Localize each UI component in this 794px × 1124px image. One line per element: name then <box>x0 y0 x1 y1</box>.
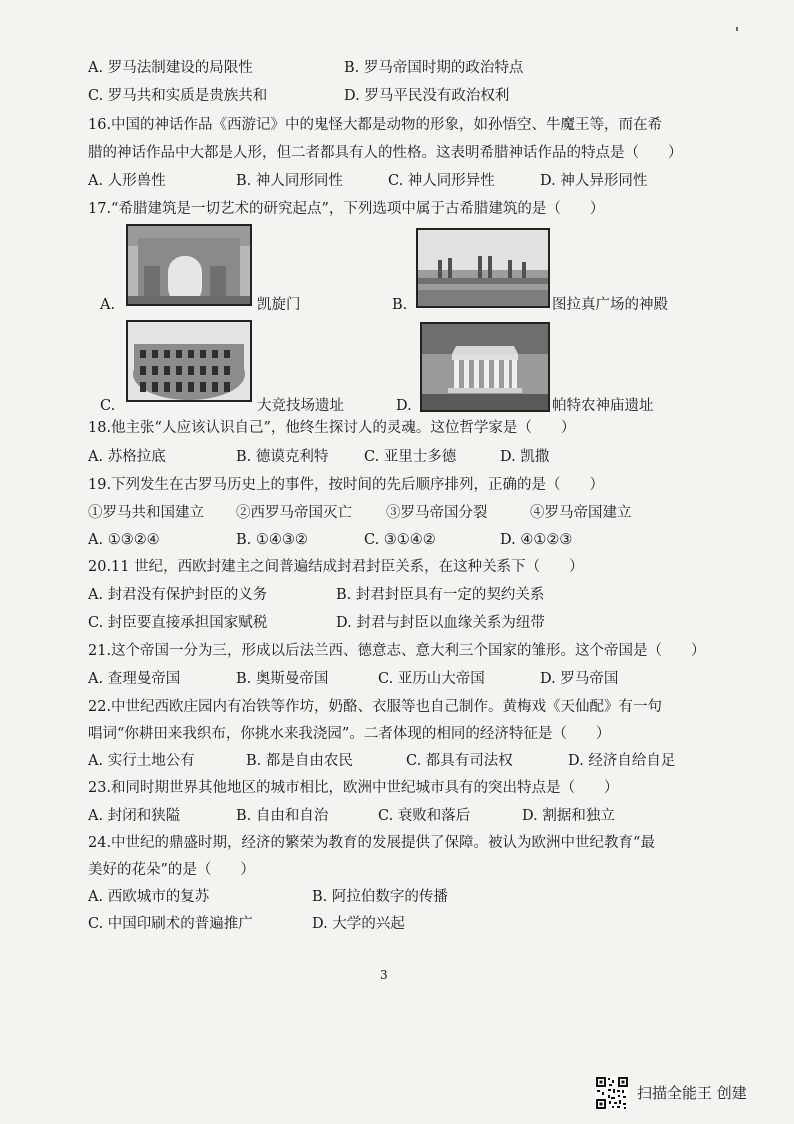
q20-option-a: A. 封君没有保护封臣的义务 <box>88 587 268 603</box>
q24-option-c: C. 中国印刷术的普遍推广 <box>88 916 253 932</box>
q16-option-c: C. 神人同形异性 <box>388 173 495 189</box>
q15-option-c: C. 罗马共和实质是贵族共和 <box>88 88 268 104</box>
q20-stem: 20.11 世纪，西欧封建主之间普遍结成封君封臣关系，在这种关系下（ ） <box>88 559 584 575</box>
q20-option-b: B. 封君封臣具有一定的契约关系 <box>336 587 545 603</box>
scan-speck <box>736 27 738 31</box>
q15-option-b: B. 罗马帝国时期的政治特点 <box>344 60 524 76</box>
q22-option-d: D. 经济自给自足 <box>568 753 676 769</box>
q19-option-c: C. ③①④② <box>364 532 436 548</box>
q22-option-c: C. 都具有司法权 <box>406 753 513 769</box>
q15-option-d: D. 罗马平民没有政治权利 <box>344 88 510 104</box>
q19-option-a: A. ①③②④ <box>88 532 160 548</box>
q17-stem: 17.“希腊建筑是一切艺术的研究起点”，下列选项中属于古希腊建筑的是（ ） <box>88 201 605 217</box>
colosseum-photo <box>126 320 252 402</box>
q19-event-1: ①罗马共和国建立 <box>88 505 204 521</box>
q19-event-4: ④罗马帝国建立 <box>530 505 632 521</box>
q18-option-c: C. 亚里士多德 <box>364 449 457 465</box>
arch-of-triumph-photo <box>126 224 252 306</box>
q20-option-d: D. 封君与封臣以血缘关系为纽带 <box>336 615 545 631</box>
q22-stem-line2: 唱词“你耕田来我织布，你挑水来我浇园”。二者体现的相同的经济特征是（ ） <box>88 726 611 742</box>
q17-option-c-letter: C. <box>100 398 116 414</box>
q18-stem: 18.他主张“人应该认识自己”，他终生探讨人的灵魂。这位哲学家是（ ） <box>88 420 576 436</box>
q23-option-c: C. 衰败和落后 <box>378 808 471 824</box>
q18-option-a: A. 苏格拉底 <box>88 449 166 465</box>
trajan-forum-temple-photo <box>416 228 550 308</box>
scanner-watermark: 扫描全能王 创建 <box>637 1084 747 1102</box>
q24-option-a: A. 西欧城市的复苏 <box>88 889 210 905</box>
q19-stem: 19.下列发生在古罗马历史上的事件，按时间的先后顺序排列，正确的是（ ） <box>88 477 605 493</box>
q23-option-b: B. 自由和自治 <box>236 808 329 824</box>
q19-event-2: ②西罗马帝国灭亡 <box>236 505 352 521</box>
q22-stem-line1: 22.中世纪西欧庄园内有冶铁等作坊，奶酪、衣服等也自己制作。黄梅戏《天仙配》有一句 <box>88 699 663 715</box>
q21-option-d: D. 罗马帝国 <box>540 671 619 687</box>
q17-option-b-letter: B. <box>392 297 408 313</box>
q17-option-a-caption: 凯旋门 <box>257 297 301 313</box>
q22-option-b: B. 都是自由农民 <box>246 753 353 769</box>
q21-stem: 21.这个帝国一分为三，形成以后法兰西、德意志、意大利三个国家的雏形。这个帝国是（ ） <box>88 643 706 659</box>
q23-option-d: D. 割据和独立 <box>522 808 615 824</box>
q21-option-c: C. 亚历山大帝国 <box>378 671 485 687</box>
q23-option-a: A. 封闭和狭隘 <box>88 808 181 824</box>
q24-option-b: B. 阿拉伯数字的传播 <box>312 889 448 905</box>
page-number: 3 <box>380 968 388 982</box>
q17-option-d-letter: D. <box>396 398 412 414</box>
q16-stem-line1: 16.中国的神话作品《西游记》中的鬼怪大都是动物的形象，如孙悟空、牛魔王等，而在希 <box>88 117 663 133</box>
q22-option-a: A. 实行土地公有 <box>88 753 195 769</box>
q16-stem-line2: 腊的神话作品中大都是人形，但二者都具有人的性格。这表明希腊神话作品的特点是（ ） <box>88 145 683 161</box>
q17-option-d-caption: 帕特农神庙遗址 <box>552 398 654 414</box>
q16-option-a: A. 人形兽性 <box>88 173 166 189</box>
q19-option-d: D. ④①②③ <box>500 532 573 548</box>
q20-option-c: C. 封臣要直接承担国家赋税 <box>88 615 268 631</box>
q16-option-b: B. 神人同形同性 <box>236 173 343 189</box>
q24-stem-line1: 24.中世纪的鼎盛时期，经济的繁荣为教育的发展提供了保障。被认为欧洲中世纪教育“最 <box>88 835 655 851</box>
q24-stem-line2: 美好的花朵”的是（ ） <box>88 862 255 878</box>
parthenon-photo <box>420 322 550 412</box>
q18-option-b: B. 德谟克利特 <box>236 449 329 465</box>
qr-code-icon <box>595 1076 629 1110</box>
q21-option-b: B. 奥斯曼帝国 <box>236 671 329 687</box>
q19-option-b: B. ①④③② <box>236 532 308 548</box>
q16-option-d: D. 神人异形同性 <box>540 173 648 189</box>
q23-stem: 23.和同时期世界其他地区的城市相比，欧洲中世纪城市具有的突出特点是（ ） <box>88 780 619 796</box>
q24-option-d: D. 大学的兴起 <box>312 916 405 932</box>
q17-option-a-letter: A. <box>100 297 116 313</box>
q18-option-d: D. 凯撒 <box>500 449 550 465</box>
q21-option-a: A. 查理曼帝国 <box>88 671 181 687</box>
q15-option-a: A. 罗马法制建设的局限性 <box>88 60 253 76</box>
q19-event-3: ③罗马帝国分裂 <box>386 505 488 521</box>
q17-option-b-caption: 图拉真广场的神殿 <box>552 297 668 313</box>
q17-option-c-caption: 大竞技场遗址 <box>257 398 344 414</box>
